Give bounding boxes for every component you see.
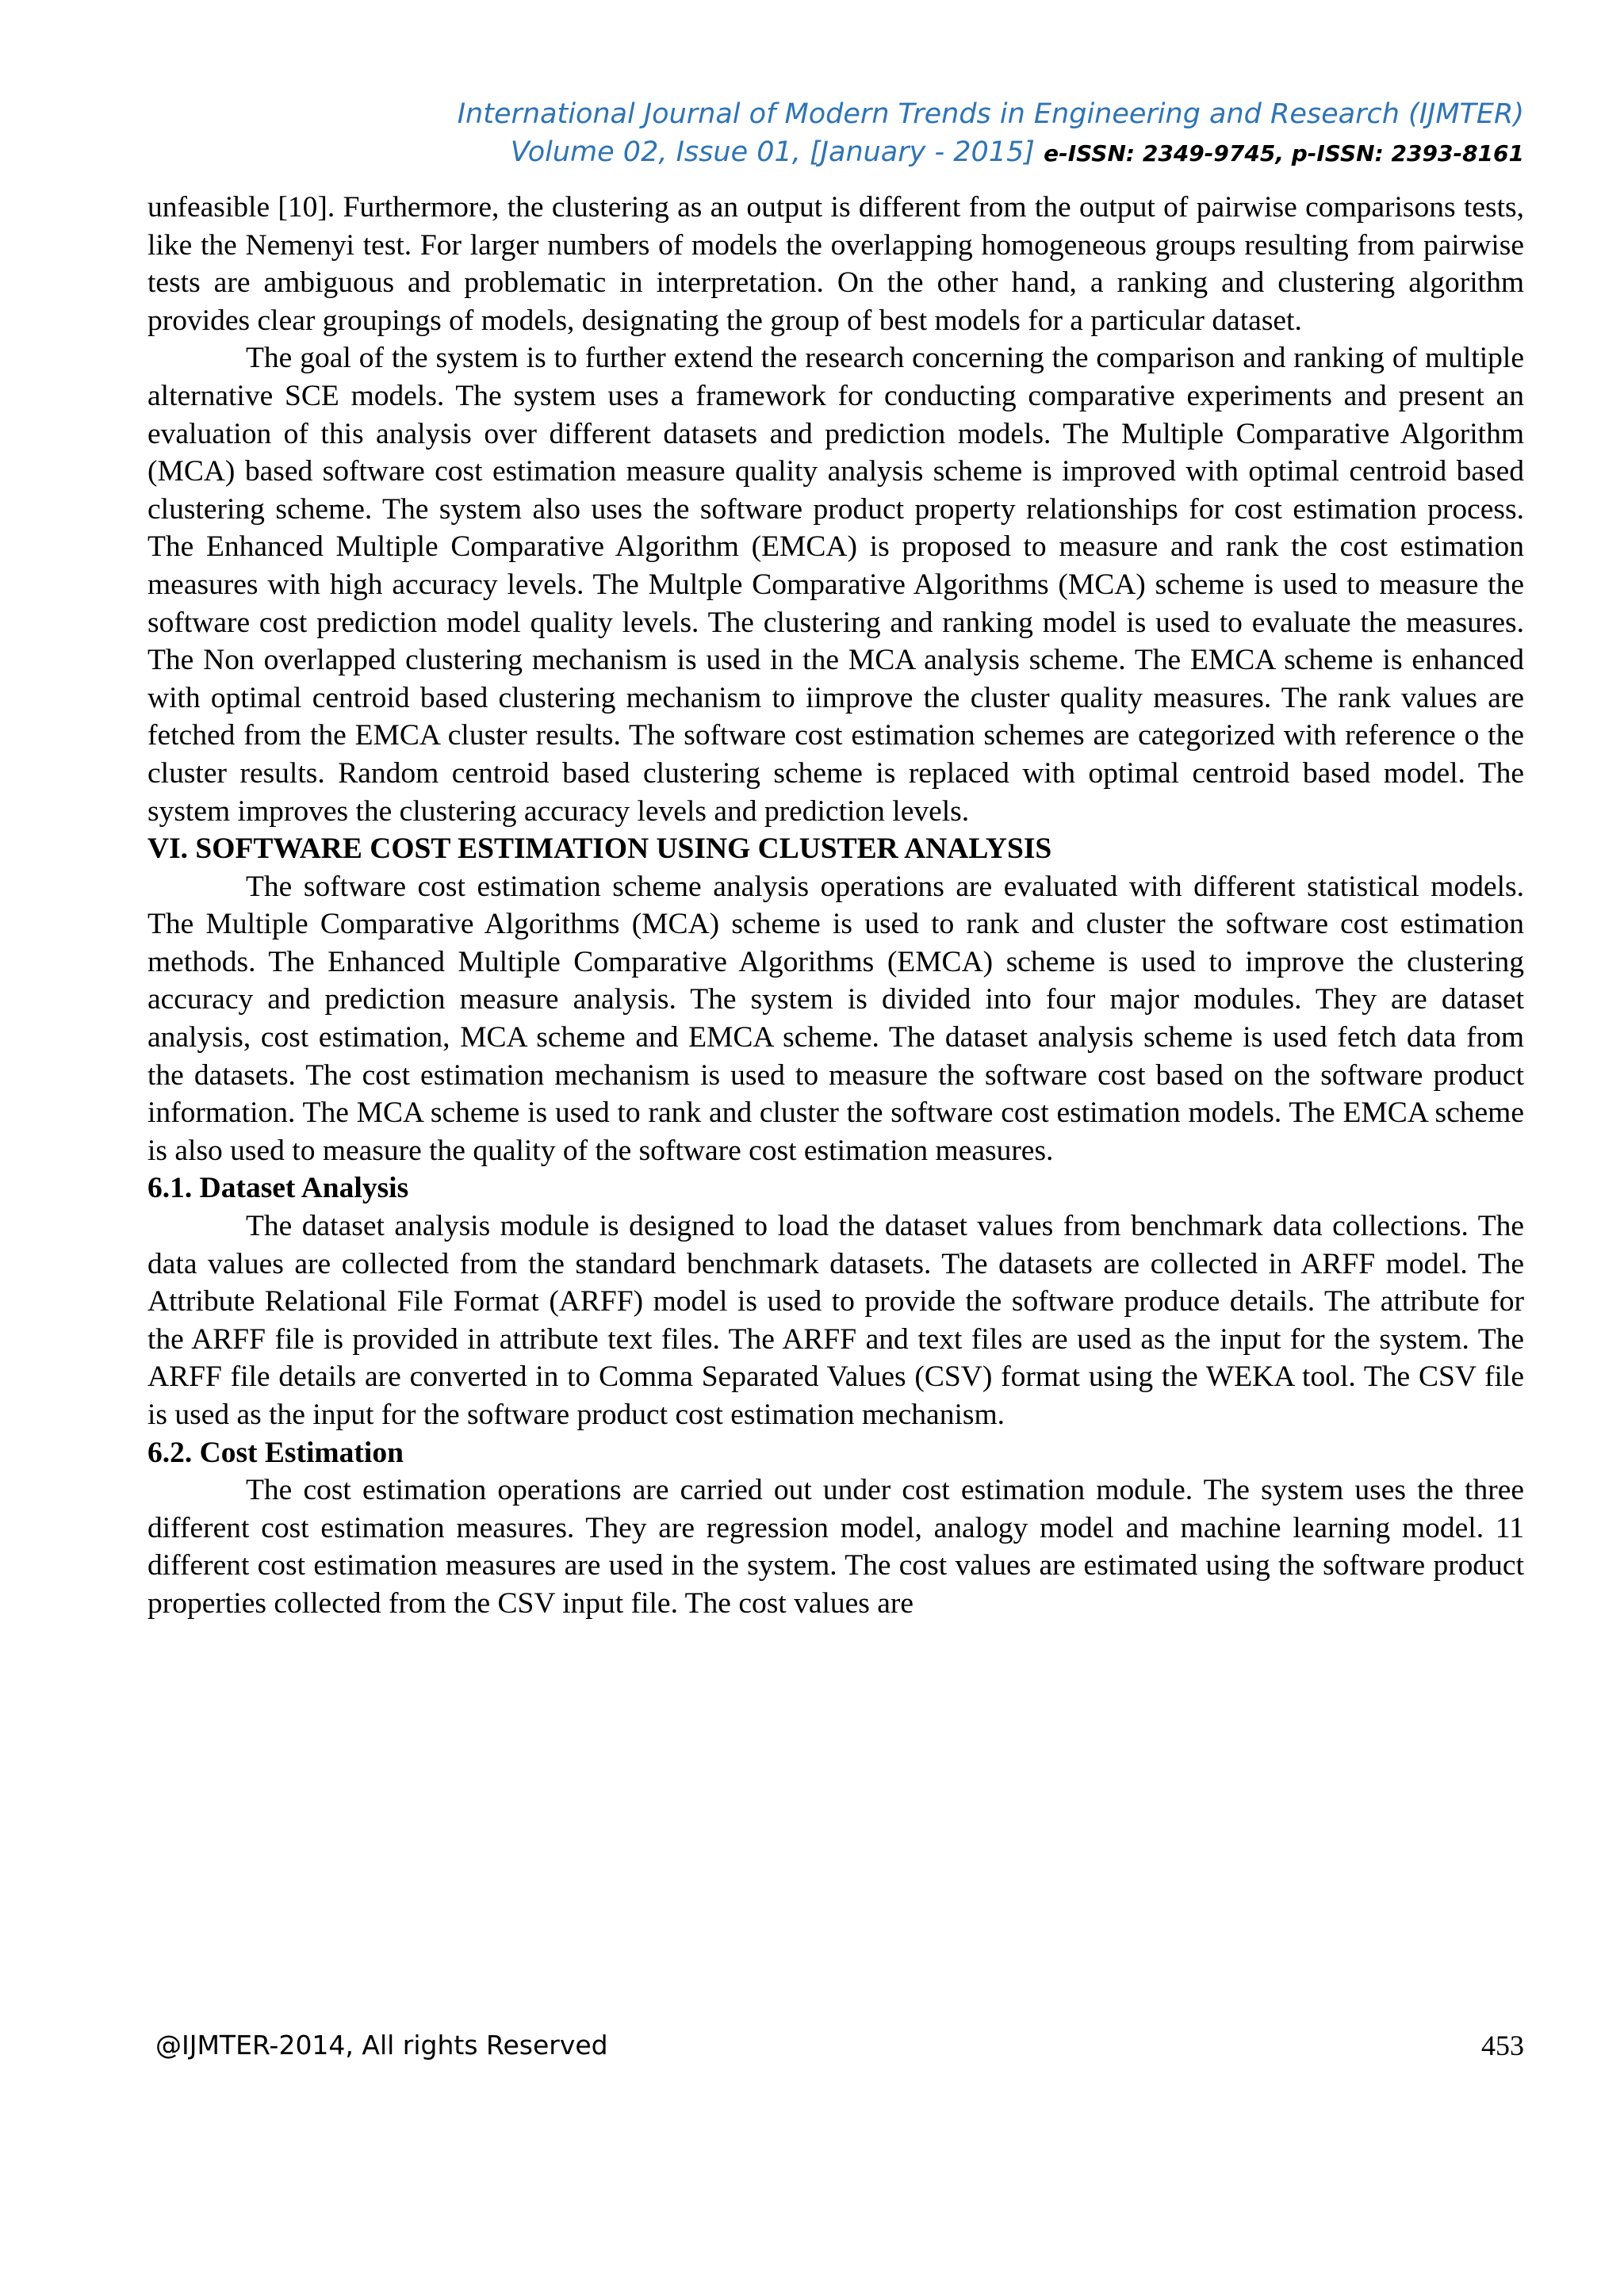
page-number: 453 — [1481, 2030, 1524, 2061]
issn-info: e-ISSN: 2349-9745, p-ISSN: 2393-8161 — [1044, 140, 1524, 166]
paragraph-section-vi: The software cost estimation scheme analysis operations are evaluated with different statistical models. The Multiple Comparative Algorithms (MCA) scheme is used to rank and cluster the software cost estimation methods. The Enhanced Multiple Comparative Algorithms (EMCA) scheme is used to improve the clustering accuracy and prediction measure analysis. The system is divided into four major modules. They are dataset analysis, cost estimation, MCA scheme and EMCA scheme. The dataset analysis scheme is used fetch data from the datasets. The cost estimation mechanism is used to measure the software cost based on the software product information. The MCA scheme is used to rank and cluster the software cost estimation models. The EMCA scheme is also used to measure the quality of the software cost estimation measures. — [147, 870, 1524, 1167]
volume-info: Volume 02, Issue 01, [January - 2015] — [510, 136, 1035, 168]
page-footer — [147, 2026, 1524, 2064]
paragraph-dataset-analysis: The dataset analysis module is designed to load the dataset values from benchmark data collections. The data values are collected from the standard benchmark datasets. The datasets are collected in ARFF model. The Attribute Relational File Format (ARFF) model is used to provide the software produce details. The attribute for the ARFF file is provided in attribute text files. The ARFF and text files are used as the input for the system. The ARFF file details are converted in to Comma Separated Values (CSV) format using the WEKA tool. The CSV file is used as the input for the software product cost estimation mechanism. — [147, 1210, 1524, 1431]
journal-title: International Journal of Modern Trends in Engineering and Research (IJMTER) — [457, 98, 1524, 130]
journal-header — [147, 95, 1524, 173]
paragraph-system-goal: The goal of the system is to further extend the research concerning the comparison and ranking of multiple alternative SCE models. The system uses a framework for conducting comparative experiments and present an evaluation of this analysis over different datasets and prediction models. The Multiple Comparative Algorithm (MCA) based software cost estimation measure quality analysis scheme is improved with optimal centroid based clustering scheme. The system also uses the software product property relationships for cost estimation process. The Enhanced Multiple Comparative Algorithm (EMCA) is proposed to measure and rank the cost estimation measures with high accuracy levels. The Multple Comparative Algorithms (MCA) scheme is used to measure the software cost prediction model quality levels. The clustering and ranking model is used to evaluate the measures. The Non overlapped clustering mechanism is used in the MCA analysis scheme. The EMCA scheme is enhanced with optimal centroid based clustering mechanism to iimprove the cluster quality measures. The rank values are fetched from the EMCA cluster results. The software cost estimation schemes are categorized with reference o the cluster results. Random centroid based clustering scheme is replaced with optimal centroid based model. The system improves the clustering accuracy levels and prediction levels. — [147, 342, 1524, 828]
subsection-heading-cost-estimation: 6.2. Cost Estimation — [147, 1436, 404, 1469]
volume-issn-line — [147, 133, 1524, 173]
subsection-heading-dataset-analysis: 6.1. Dataset Analysis — [147, 1172, 409, 1205]
paragraph-continuation: unfeasible [10]. Furthermore, the clustering as an output is different from the output of pairwise comparisons tests, like the Nemenyi test. For larger numbers of models the overlapping homogeneous groups resulting from pairwise tests are ambiguous and problematic in interpretation. On the other hand, a ranking and clustering algorithm provides clear groupings of models, designating the group of best models for a particular dataset. — [147, 191, 1524, 337]
article-body — [147, 189, 1524, 1623]
section-heading-vi: VI. SOFTWARE COST ESTIMATION USING CLUSTER ANALYSIS — [147, 832, 1052, 866]
copyright-notice: @IJMTER-2014, All rights Reserved — [155, 2030, 608, 2061]
paragraph-cost-estimation: The cost estimation operations are carried out under cost estimation module. The system uses the three different cost estimation measures. They are regression model, analogy model and machine learning model. 11 different cost estimation measures are used in the system. The cost values are estimated using the software product properties collected from the CSV input file. The cost values are — [147, 1474, 1524, 1620]
